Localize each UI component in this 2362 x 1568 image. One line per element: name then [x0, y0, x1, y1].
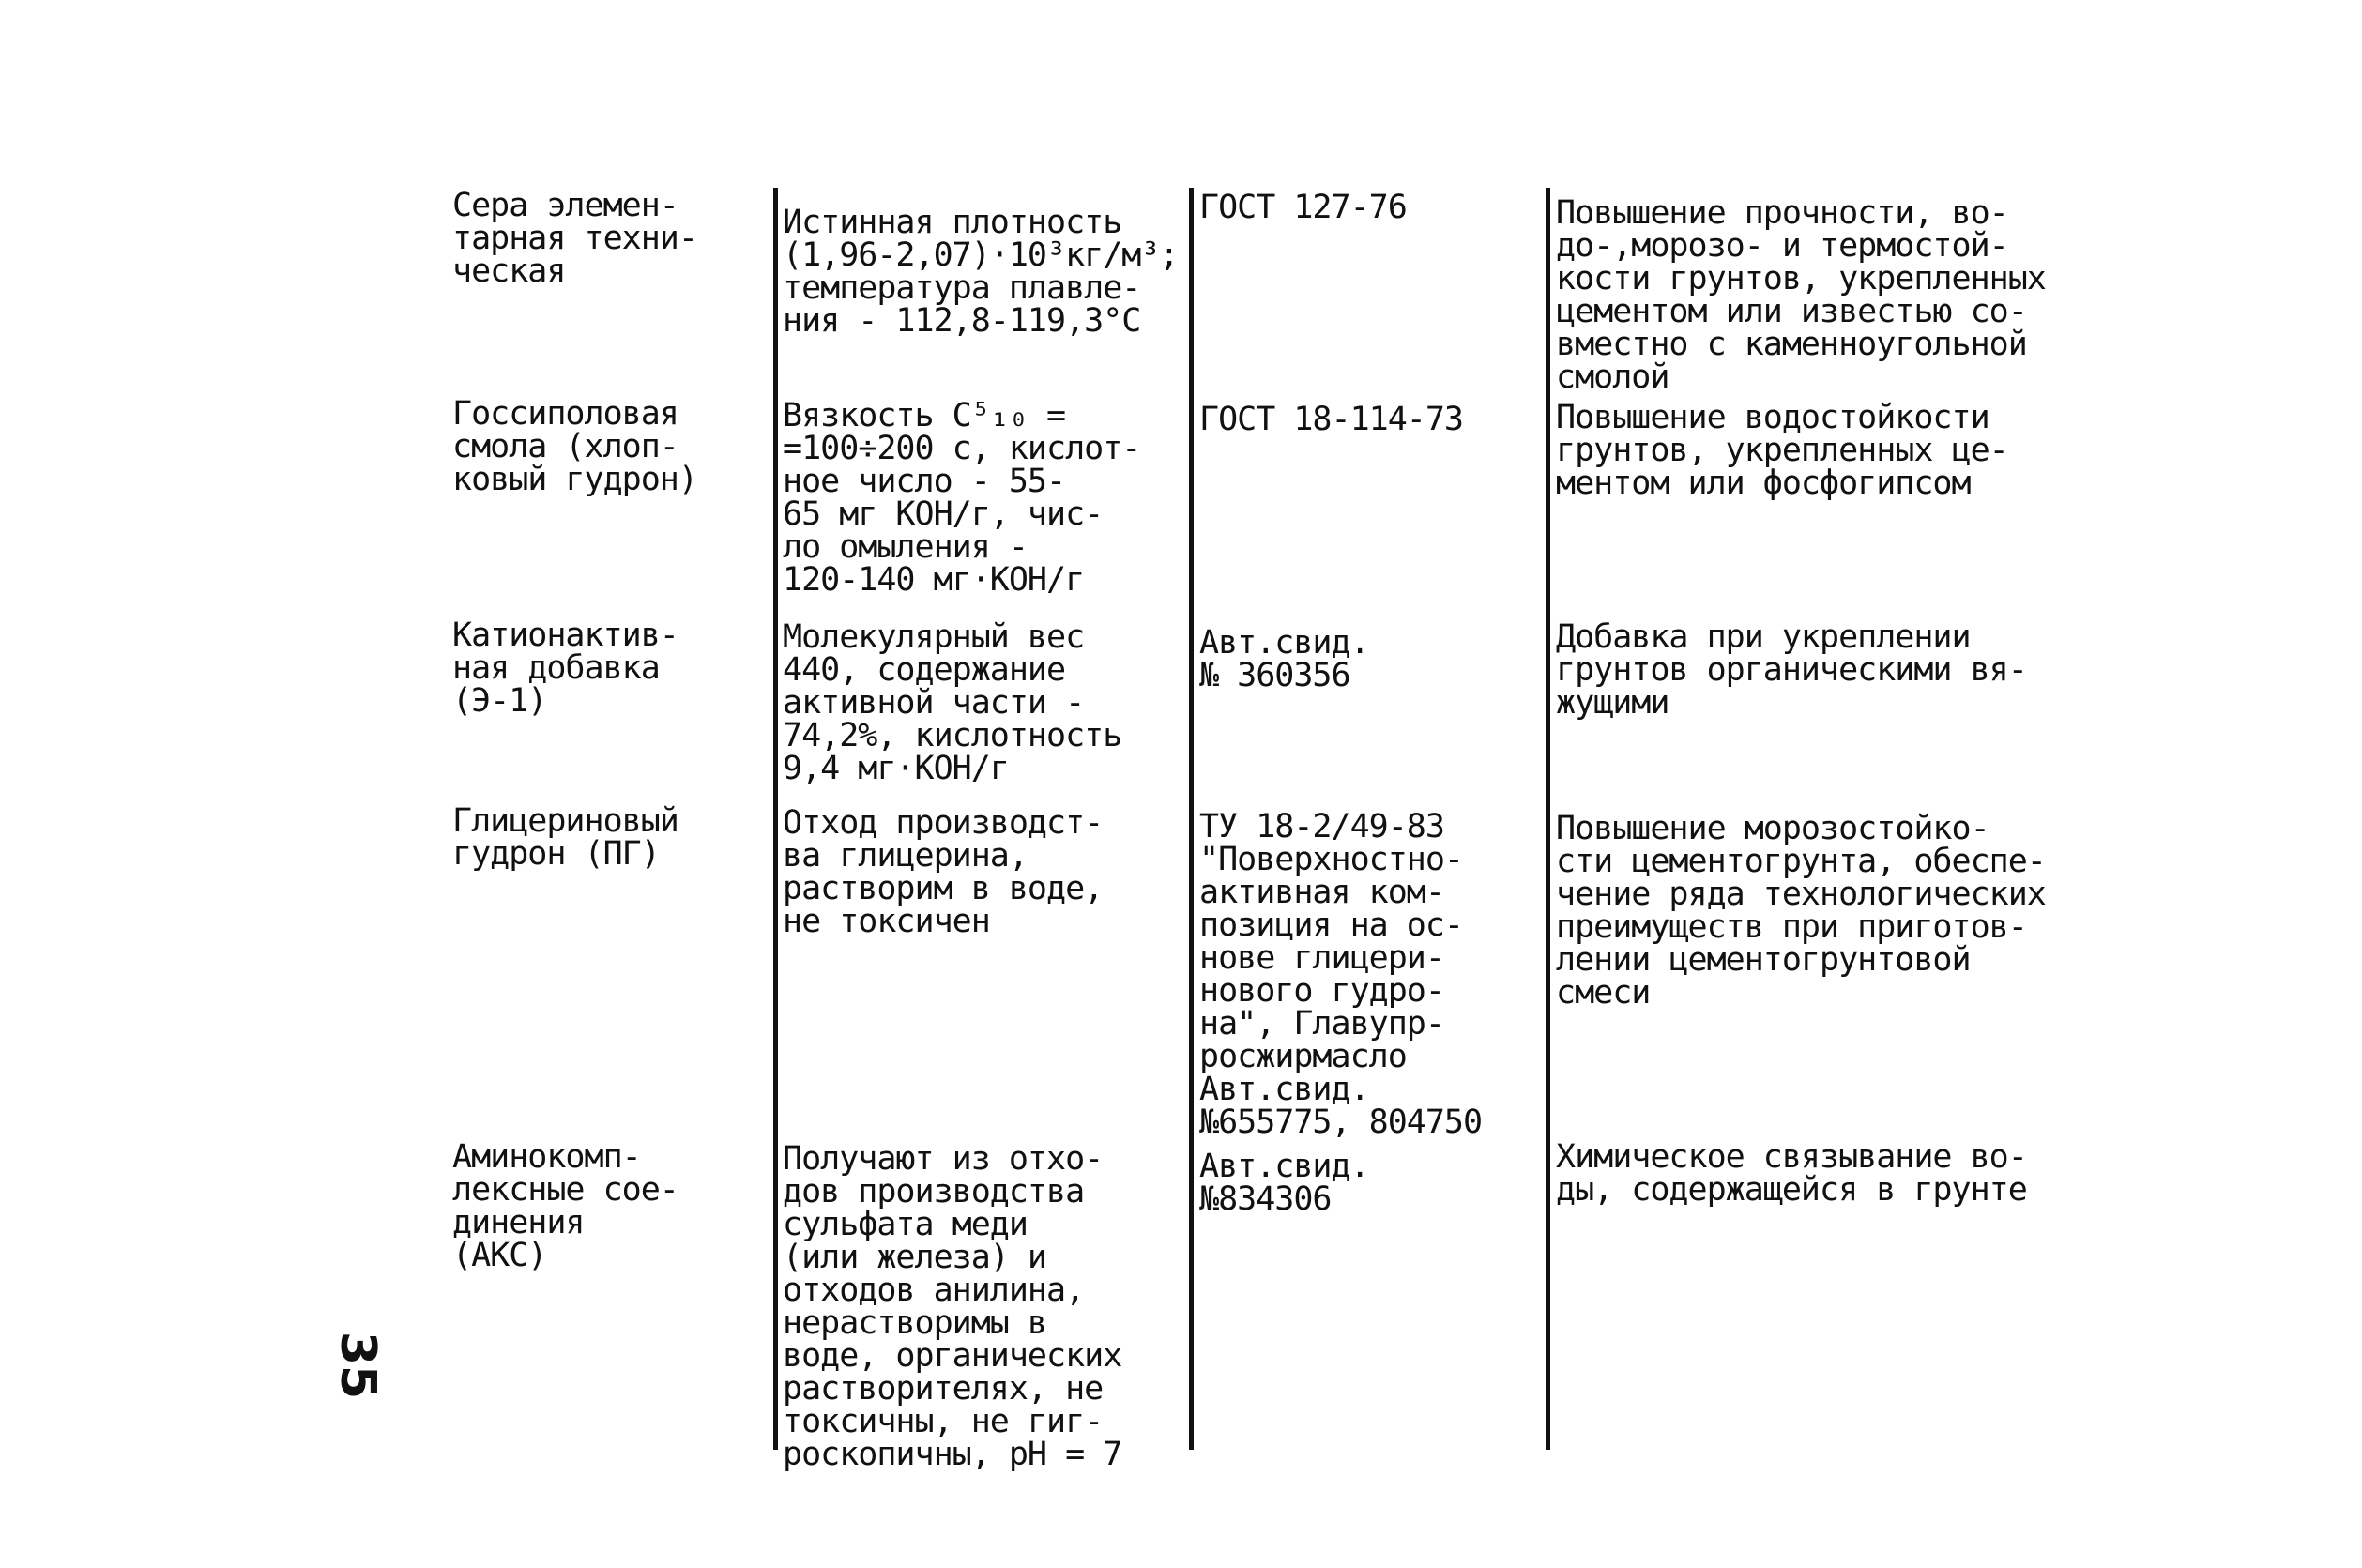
- application-purpose: Добавка при укреплении грунтов органическими вя- жущими: [1556, 618, 2027, 722]
- column-divider: [1189, 188, 1194, 1450]
- material-properties: Получают из отхо- дов производства сульфата меди (или железа) и отходов анилина, нерастворимы в воде, органических растворителях, не токсичны, не гиг- роскопичны, pH = 7: [783, 1140, 1122, 1473]
- application-purpose: Химическое связывание во- ды, содержащейся в грунте: [1556, 1138, 2027, 1209]
- regulatory-document: ГОСТ 18-114-73: [1199, 401, 1464, 438]
- material-name: Аминокомп- лексные сое- динения (АКС): [452, 1138, 678, 1274]
- material-name: Сера элемен- тарная техни- ческая: [452, 187, 697, 290]
- material-properties: Вязкость C⁵₁₀ = =100÷200 с, кислот- ное число - 55- 65 мг КОН/г, чис- ло омыления - 120-140 мг·КОН/г: [783, 397, 1141, 599]
- material-name: Госсиполовая смола (хлоп- ковый гудрон): [452, 395, 697, 498]
- application-purpose: Повышение морозостойко- сти цементогрунта, обеспе- чение ряда технологических преимуществ при приготов- лении цементогрунтовой смеси: [1556, 810, 2046, 1012]
- column-divider: [773, 188, 778, 1450]
- regulatory-document: Авт.свид. № 360356: [1199, 624, 1369, 694]
- application-purpose: Повышение водостойкости грунтов, укрепленных це- ментом или фосфогипсом: [1556, 399, 2008, 502]
- material-properties: Истинная плотность (1,96-2,07)·10³кг/м³; температура плавле- ния - 112,8-119,3°С: [783, 204, 1179, 340]
- regulatory-document: ГОСТ 127-76: [1199, 189, 1407, 226]
- application-purpose: Повышение прочности, во- до-,морозо- и термостой- кости грунтов, укрепленных цементом или известью со- вместно с каменноугольной смолой: [1556, 194, 2046, 396]
- material-name: Глицериновый гудрон (ПГ): [452, 802, 678, 873]
- material-properties: Отход производст- ва глицерина, растворим в воде, не токсичен: [783, 804, 1104, 940]
- regulatory-document: Авт.свид. №834306: [1199, 1148, 1369, 1218]
- material-properties: Молекулярный вес 440, содержание активной части - 74,2%, кислотность 9,4 мг·КОН/г: [783, 618, 1122, 787]
- materials-table: [452, 187, 2170, 1473]
- page-number: 35: [329, 1331, 387, 1400]
- column-divider: [1546, 188, 1550, 1450]
- regulatory-document: ТУ 18-2/49-83 "Поверхностно- активная ком- позиция на ос- нове глицери- нового гудро- на", Главупр- росжирмасло Авт.свид. №655775, 804750: [1199, 808, 1483, 1141]
- material-name: Катионактив- ная добавка (Э-1): [452, 617, 678, 720]
